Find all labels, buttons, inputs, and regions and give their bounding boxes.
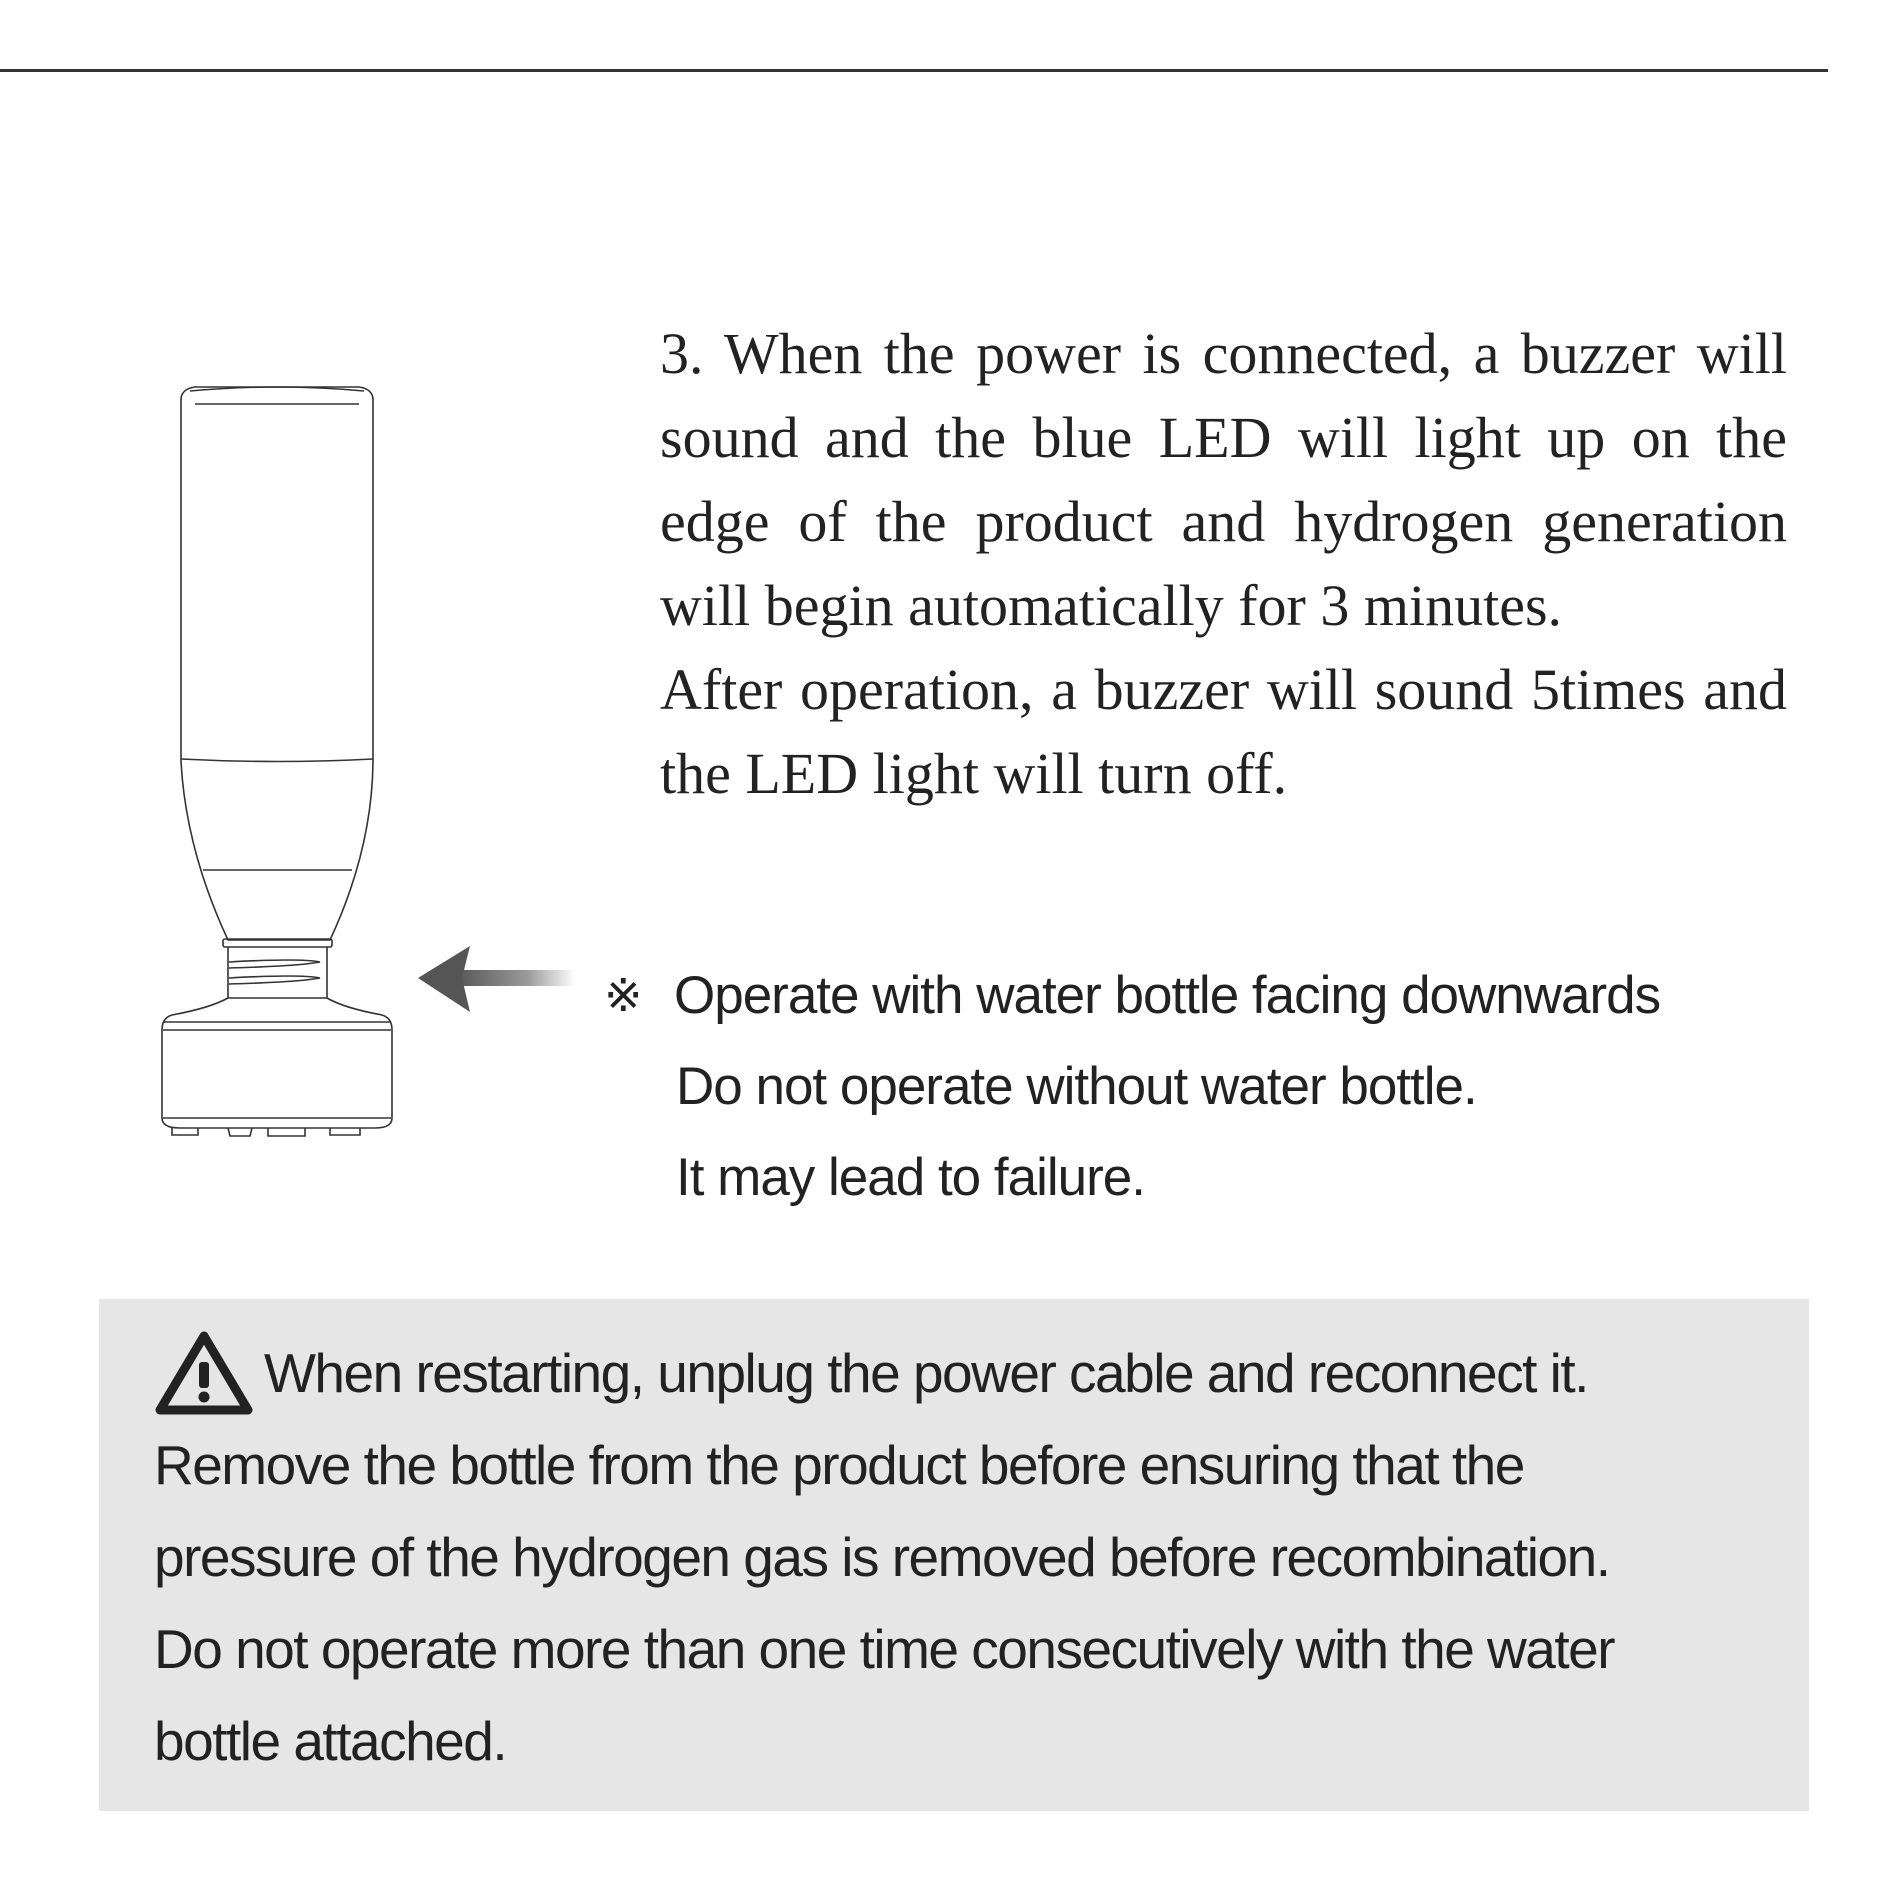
arrow-left-icon: [418, 946, 575, 1012]
warning-line: When restarting, unplug the power cable and reconnect it.: [264, 1342, 1588, 1404]
step-3-instructions: [660, 312, 1787, 816]
warning-line: Do not operate more than one time consecutively with the water: [154, 1618, 1615, 1680]
illustration: [0, 0, 700, 1200]
warning-line: bottle attached.: [154, 1710, 507, 1772]
warning-triangle-icon: [154, 1330, 254, 1416]
step-paragraph: 3. When the power is connected, a buzzer will sound and the blue LED will light up on the edge of the product and hydrogen generation will begin automatically for 3 minutes.: [660, 321, 1787, 638]
water-bottle-product-icon: [162, 387, 392, 1136]
warning-line: pressure of the hydrogen gas is removed before recombination.: [154, 1526, 1610, 1588]
reference-mark-icon: ※: [604, 969, 642, 1021]
note-line: It may lead to failure.: [676, 1148, 1145, 1207]
note-line: Do not operate without water bottle.: [676, 1057, 1477, 1116]
operating-note: [604, 950, 1660, 1223]
step-paragraph: After operation, a buzzer will sound 5times and the LED light will turn off.: [660, 657, 1787, 806]
warning-line: Remove the bottle from the product before ensuring that the: [154, 1434, 1524, 1496]
note-line: Operate with water bottle facing downwards: [674, 966, 1661, 1025]
warning-box: [99, 1299, 1809, 1811]
